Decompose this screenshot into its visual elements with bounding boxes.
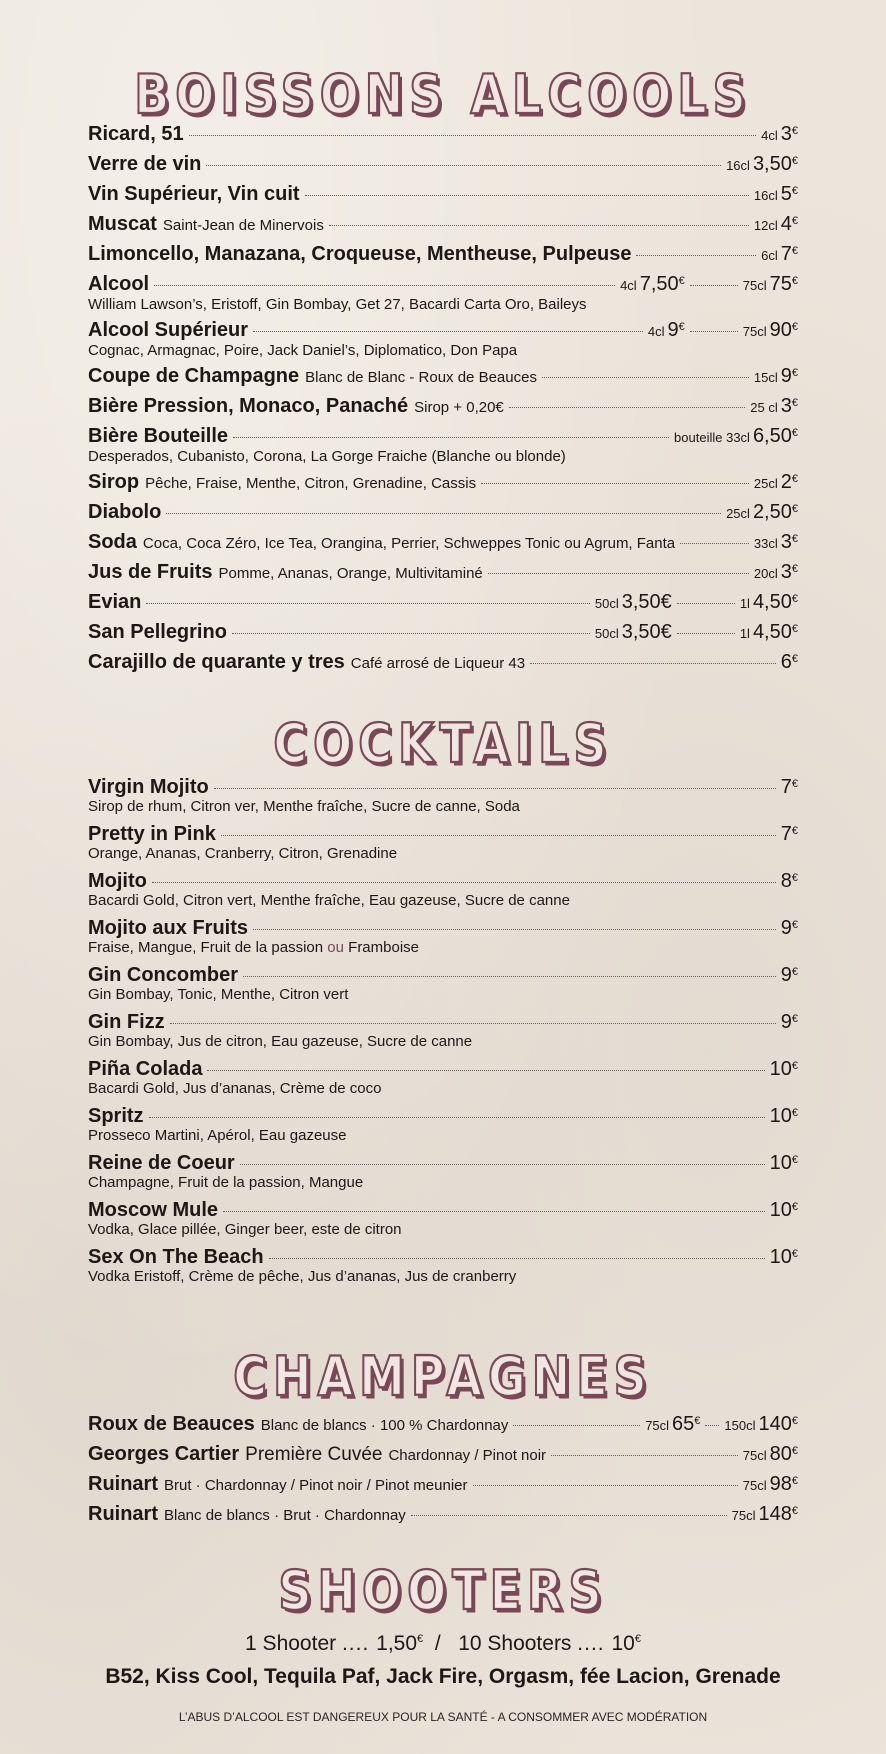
item-volume: 33cl — [753, 536, 778, 551]
dots-separator: .... — [577, 1632, 612, 1655]
cocktail-ingredients: Vodka, Glace pillée, Ginger beer, este de citron — [88, 1221, 402, 1238]
item-price-value: 3,50€ — [621, 621, 672, 643]
item-volume: 75cl — [742, 1448, 767, 1463]
item-price-value: 75 — [769, 273, 792, 295]
drink-row — [88, 392, 798, 422]
shooter-ten-label: 10 Shooters — [458, 1632, 572, 1655]
health-warning: L’ABUS D’ALCOOL EST DANGEREUX POUR LA SANTÉ - A CONSOMMER AVEC MODÉRATION — [178, 1710, 708, 1724]
dot-leader — [411, 1515, 727, 1516]
champagne-grapes: Chardonnay / Pinot noir — [388, 1447, 547, 1464]
item-volume: 150cl — [724, 1418, 756, 1433]
drink-row — [88, 240, 798, 270]
dot-leader — [170, 1023, 776, 1024]
cocktail-ingredients: Gin Bombay, Tonic, Menthe, Citron vert — [88, 986, 349, 1003]
dot-leader — [146, 603, 590, 604]
item-price-value: 7 — [780, 776, 792, 798]
shooter-one-label: 1 Shooter — [245, 1632, 337, 1655]
cocktail-name: Gin Fizz — [88, 1011, 165, 1033]
item-price — [770, 1470, 798, 1499]
shooters-prices — [88, 1624, 798, 1659]
dot-leader — [542, 377, 749, 378]
drink-row — [88, 588, 798, 618]
cocktail-name: Piña Colada — [88, 1058, 203, 1080]
cocktail-name: Sex On The Beach — [88, 1246, 264, 1268]
drink-row — [88, 150, 798, 180]
euro-sign: € — [791, 778, 798, 790]
dot-leader — [677, 633, 735, 634]
item-name: Alcool Supérieur — [88, 319, 249, 341]
item-name: Jus de Fruits — [88, 561, 213, 583]
item-price-value: 4,50 — [752, 591, 792, 613]
item-price-value: 90 — [769, 319, 792, 341]
cocktails-section — [88, 711, 798, 1290]
item-name: Verre de vin — [88, 153, 202, 175]
euro-sign: € — [791, 427, 798, 439]
dot-leader — [152, 882, 776, 883]
alcools-heading: BOISSONS ALCOOLS — [134, 62, 752, 126]
drink-row — [88, 498, 798, 528]
item-volume: 50cl — [594, 626, 619, 641]
item-price-value: 10 — [769, 1246, 792, 1268]
item-price — [770, 1243, 798, 1272]
item-price — [770, 316, 798, 345]
cocktail-ingredients: Champagne, Fruit de la passion, Mangue — [88, 1174, 364, 1191]
drink-row — [88, 618, 798, 648]
cocktail-item — [88, 1055, 798, 1098]
dot-leader — [305, 195, 749, 196]
item-price — [781, 468, 798, 497]
champagne-row — [88, 1470, 798, 1500]
cocktail-ingredients: Bacardi Gold, Jus d’ananas, Crème de coco — [88, 1080, 382, 1097]
euro-sign: € — [678, 321, 685, 333]
dot-leader — [677, 603, 735, 604]
item-price — [781, 648, 798, 677]
item-price-value: 8 — [780, 870, 792, 892]
item-volume: bouteille 33cl — [674, 430, 750, 445]
item-volume: 25cl — [726, 506, 750, 521]
item-price — [640, 270, 685, 299]
or-word: ou — [327, 939, 344, 956]
cocktail-item — [88, 773, 798, 816]
item-price — [672, 1410, 700, 1439]
item-price-value: 3 — [780, 395, 792, 417]
euro-sign: € — [791, 623, 798, 635]
item-description: Sirop + 0,20€ — [414, 399, 504, 416]
cocktail-ingredients: Fraise, Mangue, Fruit de la passion ou Framboise — [88, 939, 420, 956]
euro-sign: € — [791, 653, 798, 665]
dot-leader — [233, 437, 669, 438]
item-price-value: 3,50€ — [621, 591, 672, 613]
dot-leader — [253, 929, 776, 930]
euro-sign: € — [791, 825, 798, 837]
item-price-value: 3 — [780, 561, 792, 583]
item-volume: 1l — [739, 626, 750, 641]
shooter-ten-price: 10 — [611, 1632, 635, 1655]
cocktail-name: Pretty in Pink — [88, 823, 216, 845]
item-price — [753, 150, 798, 179]
item-volume: 16cl — [753, 188, 778, 203]
item-price-value: 2,50 — [752, 501, 792, 523]
euro-sign: € — [634, 1633, 641, 1645]
drink-row — [88, 468, 798, 498]
item-details: William Lawson’s, Eristoff, Gin Bombay, Get 27, Bacardi Carta Oro, Baileys — [88, 296, 587, 313]
euro-sign: € — [678, 275, 685, 287]
champagne-name: Ruinart — [88, 1503, 158, 1525]
item-price — [622, 588, 672, 617]
shooter-one-price: 1,50 — [376, 1632, 418, 1655]
champagnes-heading: CHAMPAGNES — [233, 1344, 653, 1408]
cocktail-name: Spritz — [88, 1105, 144, 1127]
euro-sign: € — [791, 1060, 798, 1072]
item-description: Pomme, Ananas, Orange, Multivitaminé — [218, 565, 483, 582]
euro-sign: € — [791, 215, 798, 227]
item-price-value: 7,50 — [639, 273, 679, 295]
euro-sign: € — [791, 919, 798, 931]
dot-leader — [253, 331, 643, 332]
cocktail-item — [88, 1008, 798, 1051]
item-price-value: 5 — [780, 183, 792, 205]
item-name: Diabolo — [88, 501, 162, 523]
champagne-row — [88, 1500, 798, 1530]
euro-sign: € — [791, 155, 798, 167]
item-price — [770, 270, 798, 299]
item-price — [781, 820, 798, 849]
euro-sign: € — [791, 966, 798, 978]
cocktail-item — [88, 867, 798, 910]
champagnes-section — [88, 1344, 798, 1530]
cocktail-ingredients: Bacardi Gold, Citron vert, Menthe fraîche, Eau gazeuse, Sucre de canne — [88, 892, 570, 909]
dot-leader — [481, 483, 749, 484]
item-volume: 25cl — [753, 476, 778, 491]
dot-leader — [206, 165, 721, 166]
cocktail-item — [88, 1149, 798, 1192]
item-price-value: 7 — [780, 823, 792, 845]
cocktail-name: Reine de Coeur — [88, 1152, 235, 1174]
item-price — [781, 1008, 798, 1037]
item-description: Coca, Coca Zéro, Ice Tea, Orangina, Perrier, Schweppes Tonic ou Agrum, Fanta — [142, 535, 676, 552]
item-price — [781, 240, 798, 269]
cocktail-item — [88, 1243, 798, 1286]
alcools-section — [88, 62, 798, 678]
drink-row — [88, 362, 798, 392]
drink-row — [88, 558, 798, 588]
champagne-description: Blanc de blancs · Brut · Chardonnay — [164, 1507, 406, 1524]
item-price-value: 10 — [769, 1058, 792, 1080]
euro-sign: € — [791, 1107, 798, 1119]
euro-sign: € — [791, 1013, 798, 1025]
item-price-value: 3 — [780, 531, 792, 553]
item-name: Bière Pression, Monaco, Panaché — [88, 395, 409, 417]
item-price-value: 148 — [758, 1503, 792, 1525]
euro-sign: € — [791, 593, 798, 605]
dot-leader — [690, 285, 738, 286]
item-price — [753, 422, 798, 451]
item-name: San Pellegrino — [88, 621, 227, 643]
item-volume: 75cl — [742, 278, 767, 293]
euro-sign: € — [791, 473, 798, 485]
dot-leader — [680, 543, 749, 544]
cocktail-item — [88, 820, 798, 863]
item-price — [668, 316, 685, 345]
item-price-value: 9 — [667, 319, 679, 341]
euro-sign: € — [791, 563, 798, 575]
item-price-value: 98 — [769, 1473, 792, 1495]
cocktail-item — [88, 1196, 798, 1239]
item-price — [770, 1196, 798, 1225]
item-volume: 1l — [739, 596, 750, 611]
item-price — [781, 961, 798, 990]
dot-leader — [240, 1164, 765, 1165]
item-price-value: 9 — [780, 964, 792, 986]
euro-sign: € — [791, 1505, 798, 1517]
cocktail-name: Mojito aux Fruits — [88, 917, 248, 939]
item-price — [770, 1440, 798, 1469]
item-price — [781, 180, 798, 209]
cocktail-ingredients: Gin Bombay, Jus de citron, Eau gazeuse, Sucre de canne — [88, 1033, 473, 1050]
cocktail-ingredients: Vodka Eristoff, Crème de pêche, Jus d’ananas, Jus de cranberry — [88, 1268, 517, 1285]
euro-sign: € — [791, 397, 798, 409]
item-price-value: 9 — [780, 1011, 792, 1033]
dot-leader — [223, 1211, 765, 1212]
dot-leader — [166, 513, 721, 514]
champagne-description: Brut · Chardonnay / Pinot noir / Pinot meunier — [164, 1477, 468, 1494]
champagne-description: Blanc de blancs · 100 % Chardonnay — [260, 1417, 509, 1434]
item-price — [770, 1149, 798, 1178]
item-price — [781, 914, 798, 943]
item-price-value: 10 — [769, 1105, 792, 1127]
champagne-name: Roux de Beauces — [88, 1413, 255, 1435]
item-volume: 4cl — [647, 324, 665, 339]
item-details: Desperados, Cubanisto, Corona, La Gorge Fraiche (Blanche ou blonde) — [88, 448, 566, 465]
dot-leader — [207, 1070, 764, 1071]
item-description: Pêche, Fraise, Menthe, Citron, Grenadine, Cassis — [145, 475, 477, 492]
item-volume: 4cl — [761, 128, 778, 143]
item-price — [781, 210, 798, 239]
cocktails-heading: COCKTAILS — [273, 711, 613, 775]
euro-sign: € — [791, 1415, 798, 1427]
item-price — [753, 588, 798, 617]
item-name: Ricard, 51 — [88, 123, 184, 145]
item-price — [753, 618, 798, 647]
item-price — [781, 362, 798, 391]
item-price — [770, 1055, 798, 1084]
slash-separator: / — [429, 1632, 453, 1655]
euro-sign: € — [791, 1201, 798, 1213]
dot-leader — [690, 331, 738, 332]
item-price-value: 140 — [758, 1413, 792, 1435]
drink-row — [88, 648, 798, 678]
cocktail-name: Mojito — [88, 870, 147, 892]
item-price — [753, 498, 798, 527]
dot-leader — [509, 407, 746, 408]
euro-sign: € — [791, 367, 798, 379]
champagne-name: Georges Cartier — [88, 1443, 240, 1465]
item-volume: 4cl — [620, 278, 637, 293]
dot-leader — [269, 1258, 765, 1259]
item-description: Café arrosé de Liqueur 43 — [350, 655, 526, 672]
drink-row — [88, 210, 798, 240]
item-name: Vin Supérieur, Vin cuit — [88, 183, 300, 205]
cocktail-name: Gin Concomber — [88, 964, 239, 986]
item-price — [770, 1102, 798, 1131]
item-name: Evian — [88, 591, 142, 613]
item-name: Limoncello, Manazana, Croqueuse, Mentheuse, Pulpeuse — [88, 243, 632, 265]
item-price-value: 65 — [672, 1413, 695, 1435]
item-name: Bière Bouteille — [88, 425, 229, 447]
dot-leader — [221, 835, 776, 836]
cocktail-item — [88, 1102, 798, 1145]
champagnes-list — [88, 1410, 798, 1530]
euro-sign: € — [791, 125, 798, 137]
item-name: Carajillo de quarante y tres — [88, 651, 345, 673]
item-name: Sirop — [88, 471, 140, 493]
item-volume: 75cl — [731, 1508, 756, 1523]
euro-sign: € — [791, 1475, 798, 1487]
dot-leader — [232, 633, 590, 634]
shooters-list: B52, Kiss Cool, Tequila Paf, Jack Fire, Orgasm, fée Lacion, Grenade — [105, 1665, 781, 1688]
champagne-row — [88, 1440, 798, 1470]
item-volume: 15cl — [753, 370, 778, 385]
item-volume: 75cl — [742, 1478, 767, 1493]
euro-sign: € — [791, 503, 798, 515]
dots-separator: .... — [341, 1632, 377, 1655]
item-volume: 20cl — [753, 566, 778, 581]
item-volume: 12cl — [753, 218, 778, 233]
euro-sign: € — [791, 185, 798, 197]
dot-leader — [214, 788, 776, 789]
euro-sign: € — [791, 321, 798, 333]
shooters-heading: SHOOTERS — [278, 1558, 608, 1622]
item-name: Alcool — [88, 273, 150, 295]
cocktail-ingredients: Sirop de rhum, Citron ver, Menthe fraîche, Sucre de canne, Soda — [88, 798, 520, 815]
champagne-description: Première Cuvée — [245, 1444, 383, 1465]
item-name: Coupe de Champagne — [88, 365, 300, 387]
item-price — [759, 1500, 799, 1529]
item-volume: 25 cl — [750, 400, 778, 415]
euro-sign: € — [791, 1248, 798, 1260]
cocktail-name: Moscow Mule — [88, 1199, 219, 1221]
cocktail-ingredients: Prosseco Martini, Apérol, Eau gazeuse — [88, 1127, 347, 1144]
dot-leader — [154, 285, 615, 286]
item-volume: 50cl — [594, 596, 619, 611]
euro-sign: € — [694, 1415, 701, 1427]
cocktails-list — [88, 773, 798, 1286]
item-price — [781, 558, 798, 587]
dot-leader — [705, 1425, 719, 1426]
item-price-value: 6 — [780, 651, 792, 673]
item-price-value: 4,50 — [752, 621, 792, 643]
drink-row — [88, 180, 798, 210]
dot-leader — [513, 1425, 640, 1426]
cocktail-ingredients: Orange, Ananas, Cranberry, Citron, Grenadine — [88, 845, 398, 862]
euro-sign: € — [791, 1154, 798, 1166]
item-volume: 75cl — [742, 324, 767, 339]
champagne-row — [88, 1410, 798, 1440]
dot-leader — [473, 1485, 738, 1486]
item-description: Saint-Jean de Minervois — [162, 217, 324, 234]
euro-sign: € — [791, 533, 798, 545]
item-price-value: 2 — [780, 471, 792, 493]
euro-sign: € — [791, 1445, 798, 1457]
item-volume: 6cl — [761, 248, 778, 263]
alcools-list — [88, 120, 798, 678]
dot-leader — [329, 225, 749, 226]
item-volume: 75cl — [645, 1418, 670, 1433]
item-price — [781, 867, 798, 896]
euro-sign: € — [791, 275, 798, 287]
euro-sign: € — [417, 1633, 424, 1645]
item-price-value: 9 — [780, 365, 792, 387]
item-price — [622, 618, 672, 647]
item-name: Muscat — [88, 213, 157, 235]
dot-leader — [243, 976, 776, 977]
dot-leader — [636, 255, 756, 256]
item-price-value: 10 — [769, 1152, 792, 1174]
dot-leader — [149, 1117, 765, 1118]
item-description: Blanc de Blanc - Roux de Beauces — [305, 369, 537, 386]
euro-sign: € — [791, 245, 798, 257]
item-volume: 16cl — [726, 158, 750, 173]
dot-leader — [530, 663, 776, 664]
item-price — [781, 528, 798, 557]
item-price — [759, 1410, 799, 1439]
cocktail-name: Virgin Mojito — [88, 776, 209, 798]
item-price-value: 3 — [780, 123, 792, 145]
item-price-value: 4 — [780, 213, 792, 235]
drink-row — [88, 528, 798, 558]
item-price-value: 80 — [769, 1443, 792, 1465]
cocktail-item — [88, 961, 798, 1004]
item-price-value: 9 — [780, 917, 792, 939]
item-price-value: 7 — [780, 243, 792, 265]
dot-leader — [488, 573, 749, 574]
dot-leader — [189, 135, 757, 136]
shooters-section — [88, 1558, 798, 1693]
item-price — [781, 392, 798, 421]
item-price-value: 10 — [769, 1199, 792, 1221]
euro-sign: € — [791, 872, 798, 884]
champagne-name: Ruinart — [88, 1473, 158, 1495]
item-name: Soda — [88, 531, 137, 553]
cocktail-item — [88, 914, 798, 957]
item-details: Cognac, Armagnac, Poire, Jack Daniel’s, Diplomatico, Don Papa — [88, 342, 518, 359]
item-price-value: 3,50 — [752, 153, 792, 175]
item-price — [781, 773, 798, 802]
item-price-value: 6,50 — [752, 425, 792, 447]
dot-leader — [551, 1455, 738, 1456]
